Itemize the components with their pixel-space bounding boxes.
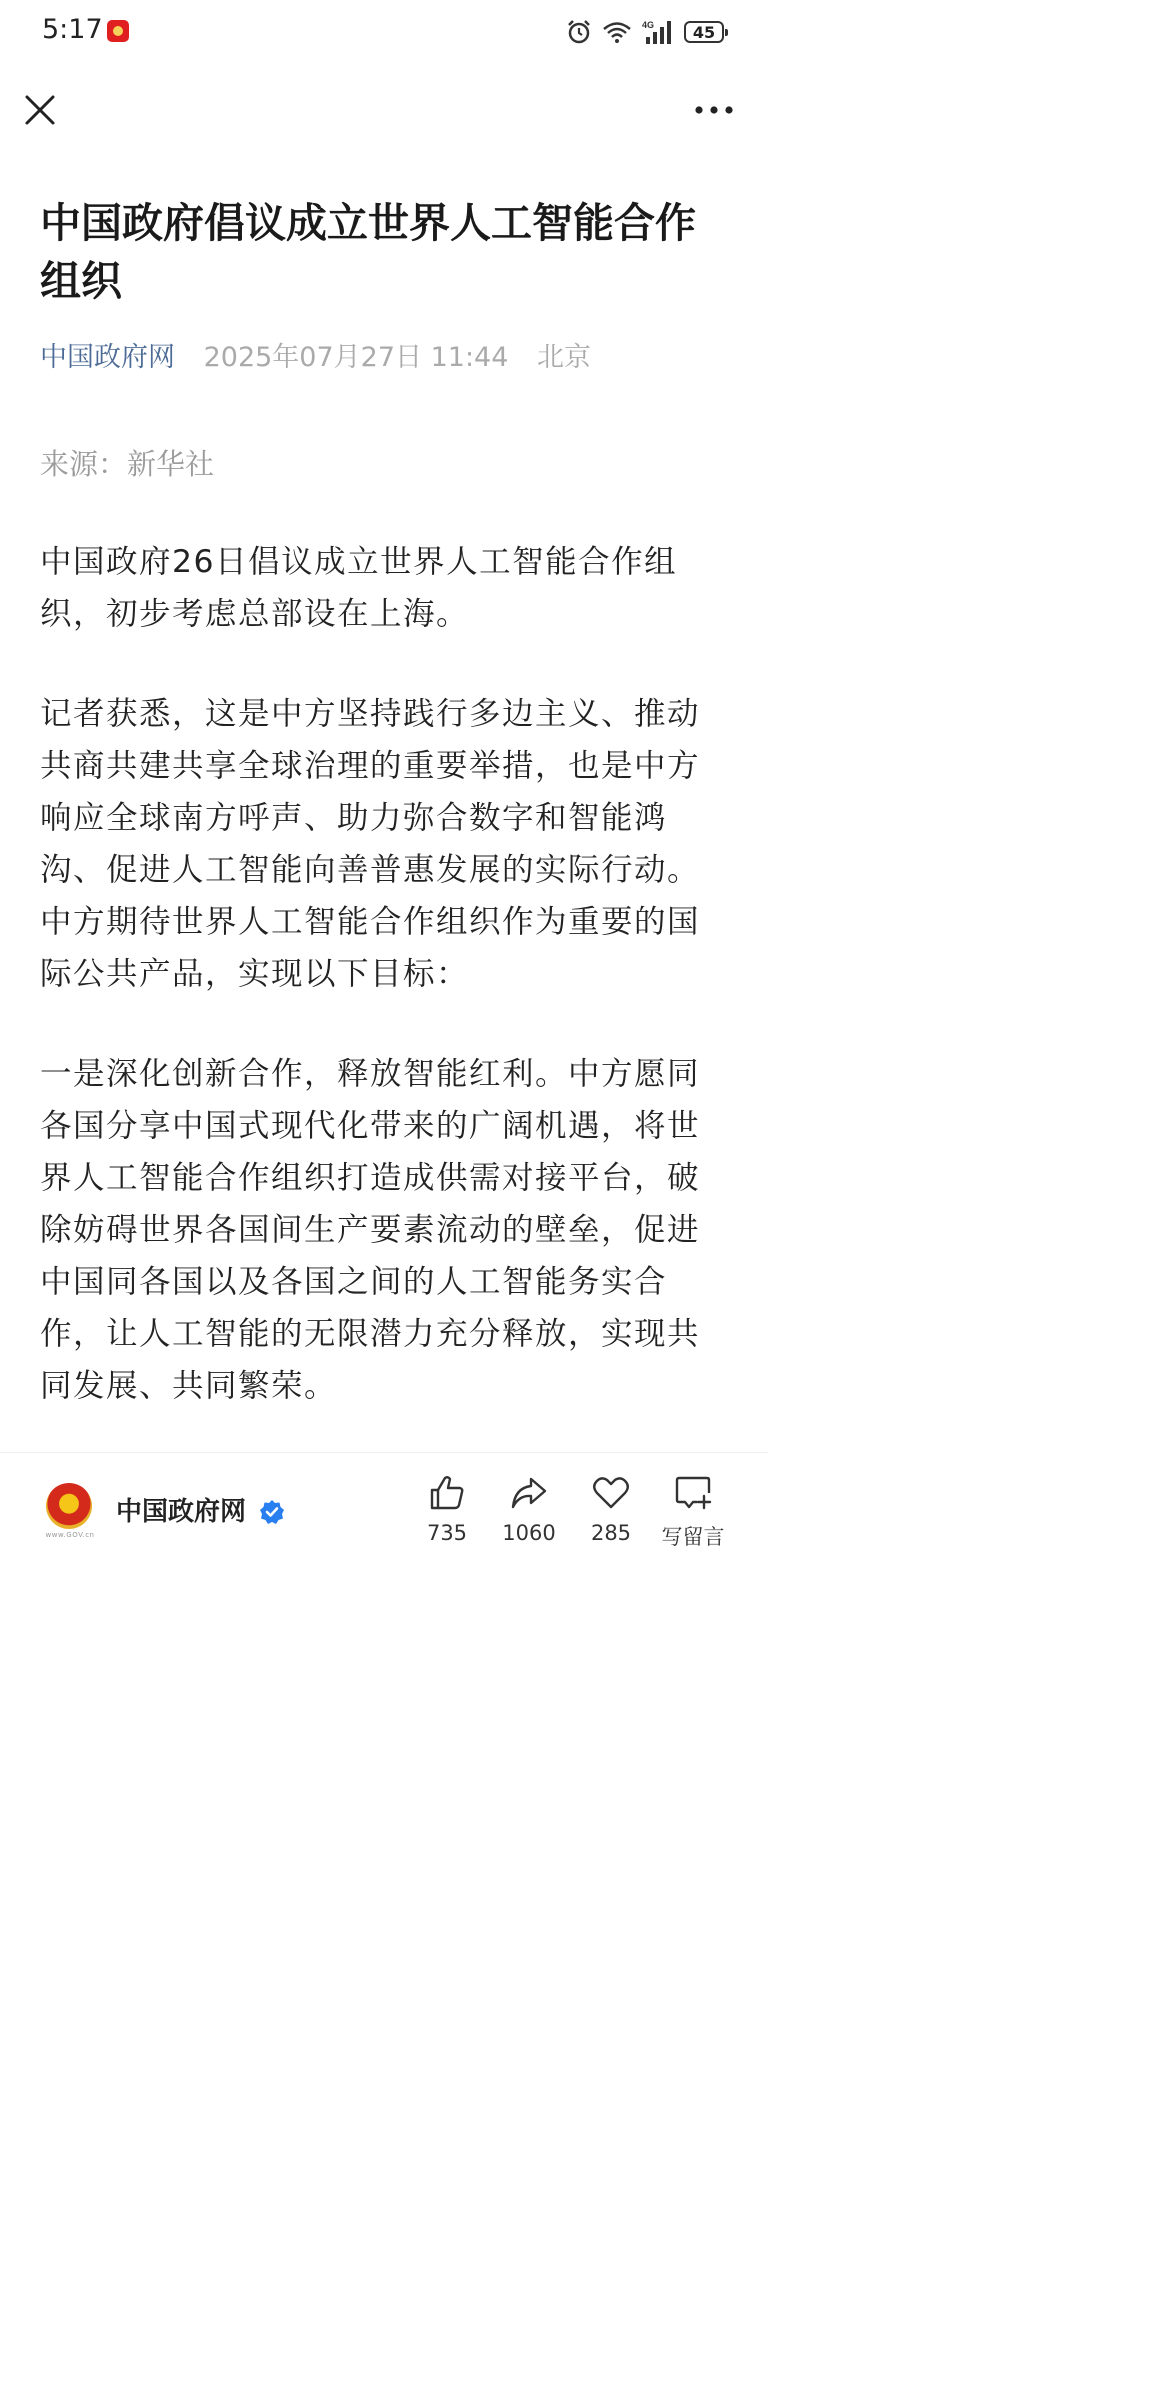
status-bar [0,0,768,64]
more-options-icon[interactable] [692,96,736,124]
article-meta [40,339,591,377]
article-source: 来源：新华社 [40,447,215,481]
battery-level: 45 [692,22,716,42]
write-comment-label: 写留言 [661,1525,725,1549]
close-icon[interactable] [22,92,58,128]
article-paragraph: 记者获悉，这是中方坚持践行多边主义、推动共商共建共享全球治理的重要举措，也是中方响应全球南方呼声、助力弥合数字和智能鸿沟、促进人工智能向善普惠发展的实际行动。中方期待世界人工智能合作组织作为重要的国际公共产品，实现以下目标： [40,696,701,992]
signal-icon [642,19,674,45]
favorite-count: 285 [590,1521,632,1545]
share-arrow-icon [509,1473,549,1513]
verified-badge-icon [259,1499,285,1525]
article-paragraph: 一是深化创新合作，释放智能红利。中方愿同各国分享中国式现代化带来的广阔机遇，将世界人工智能合作组织打造成供需对接平台，破除妨碍世界各国间生产要素流动的壁垒，促进中国同各国以及各国之间的人工智能务实合作，让人工智能的无限潜力充分释放，实现共同发展、共同繁荣。 [40,1056,701,1404]
like-button[interactable] [407,1473,487,1545]
publish-date: 2025年07月27日 11:44 [203,342,509,373]
account-name[interactable]: 中国政府网 [116,1497,247,1527]
alarm-icon [566,19,592,45]
wifi-icon [602,20,632,44]
status-time: 5:17 [42,14,103,45]
heart-icon [591,1473,631,1513]
network-type-label: 4G [642,20,655,30]
like-count: 735 [426,1521,468,1545]
write-comment-button[interactable] [653,1473,733,1551]
article-title: 中国政府倡议成立世界人工智能合作组织 [40,199,696,305]
thumbs-up-icon [427,1473,467,1513]
share-button[interactable] [489,1473,569,1545]
article-paragraph: 中国政府26日倡议成立世界人工智能合作组织，初步考虑总部设在上海。 [40,544,678,632]
emblem-caption: www.GOV.cn [45,1531,95,1539]
comment-plus-icon [673,1473,713,1513]
bottom-action-bar [0,1452,768,1569]
favorite-button[interactable] [571,1473,651,1545]
status-icons [566,18,724,46]
national-emblem-logo[interactable] [46,1483,92,1529]
share-count: 1060 [502,1521,556,1545]
publisher-link[interactable]: 中国政府网 [40,342,175,373]
publish-location: 北京 [537,342,592,373]
app-notification-icon [107,20,129,42]
battery-icon [684,21,724,43]
